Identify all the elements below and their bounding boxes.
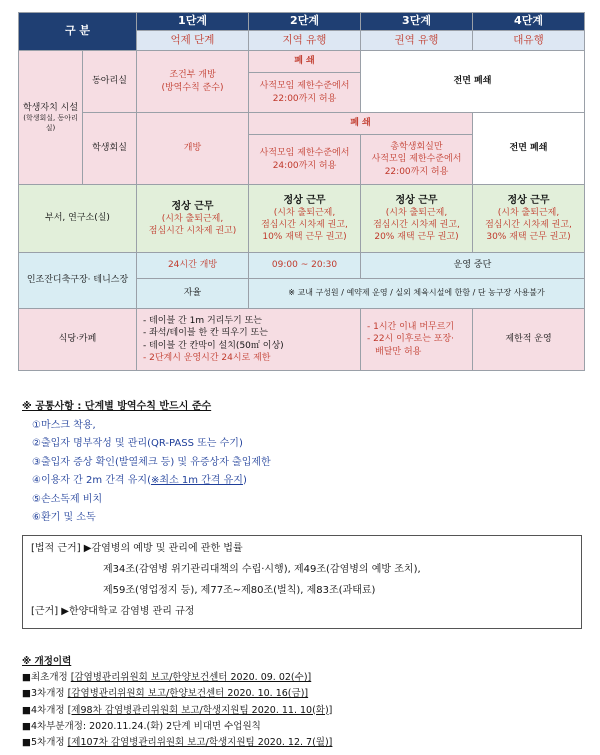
note-item-6: ⑥환기 및 소독: [32, 512, 96, 523]
note-item-1: ①마스크 착용,: [32, 419, 96, 431]
office-s4-line1: (시차 출퇴근제,: [497, 208, 560, 219]
office-stage-3: [361, 185, 473, 253]
council-s3-line1: 총학생회실만: [390, 142, 443, 153]
header-stage-2: 2단계: [249, 13, 361, 31]
legal-basis-box: [22, 535, 582, 629]
office-s4-line2: 점심시간 시차제 권고,: [485, 220, 572, 231]
cafeteria-label: 식당·카페: [19, 309, 137, 371]
club-s1-line2: (방역수칙 준수): [161, 82, 224, 93]
revision-item-3: [22, 703, 332, 719]
office-s4-title: 정상 근무: [507, 194, 550, 206]
notes-title-text: ※ 공통사항 : 단계별 방역수칙 반드시 준수: [22, 401, 212, 412]
stage-4-name: 대유행: [473, 31, 585, 51]
header-stage-4: 4단계: [473, 13, 585, 31]
council-s3-line2: 사적모임 제한수준에서: [371, 154, 462, 165]
field-note: ※ 교내 구성원 / 예약제 운영 / 실외 체육시설에 한함 / 단 농구장 사용불가: [249, 279, 585, 309]
office-stage-4: [473, 185, 585, 253]
stage-3-name: 권역 유행: [361, 31, 473, 51]
revision-item-2: [22, 686, 332, 702]
club-stage-34: 전면 폐쇄: [361, 51, 585, 113]
council-stage-1: 개방: [137, 113, 249, 185]
law-line-4: [근거] ▶한양대학교 감염병 관리 규정: [31, 606, 195, 617]
stage-1-name: 억제 단계: [137, 31, 249, 51]
cafeteria-s12-line3: - 테이블 간 칸막이 설치(50㎡ 이상): [143, 340, 284, 351]
field-autonomy: 자율: [137, 279, 249, 309]
council-s3-line3: 22:00까지 허용: [384, 166, 449, 177]
notes-title: [22, 398, 271, 417]
student-facilities-note: (학생회실, 동아리실): [23, 114, 78, 132]
cafeteria-s12-line1: - 테이블 간 1m 거리두기 또는: [143, 316, 262, 327]
revision-item-4-label: ■4차부분개정:: [22, 720, 87, 732]
revision-title: [22, 654, 332, 670]
cafeteria-stage-3: [361, 309, 473, 371]
revision-item-5: [22, 735, 332, 751]
note-item-4-suffix: ): [242, 475, 247, 486]
club-room-label: 동아리실: [83, 51, 137, 113]
field-stage-1: 24시간 개방: [137, 253, 249, 279]
revision-item-1: [22, 670, 332, 686]
cafeteria-s3-line3: 배달만 허용: [375, 346, 422, 357]
note-item-2: ②출입자 명부작성 및 관리(QR-PASS 또는 수기): [32, 438, 243, 449]
club-stage-2-detail: [249, 73, 361, 113]
office-s3-line1: (시차 출퇴근제,: [385, 208, 448, 219]
office-s2-line1: (시차 출퇴근제,: [273, 208, 336, 219]
council-s2-line2: 24:00까지 허용: [272, 160, 337, 171]
club-s2-line2: 22:00까지 허용: [272, 93, 337, 104]
council-room-label: 학생회실: [83, 113, 137, 185]
note-item-4-underlined: ※최소 1m 간격 유지: [150, 475, 243, 486]
office-s4-line3: 30% 재택 근무 권고): [486, 232, 571, 243]
cafeteria-s12-line4: - 2단계시 운영시간 24시로 제한: [143, 352, 271, 363]
student-facilities-label: [19, 51, 83, 185]
distancing-stage-table: [18, 12, 585, 371]
cafeteria-s12-line2: - 좌석/테이블 한 칸 띄우기 또는: [143, 328, 268, 339]
club-s2-line1: 사적모임 제한수준에서: [259, 81, 350, 92]
council-stage-3-detail: [361, 135, 473, 185]
revision-item-3-detail: [제98차 감염병관리위원회 보고/학생지원팀 2020. 11. 10(화)]: [67, 704, 333, 716]
revision-item-4-detail: 2020.11.24.(화) 2단계 비대면 수업원칙: [89, 720, 261, 732]
header-stage-3: 3단계: [361, 13, 473, 31]
office-s1-line2: 점심시간 시차제 권고): [148, 226, 237, 237]
revision-title-text: ※ 개정이력: [22, 656, 72, 667]
office-s3-title: 정상 근무: [395, 194, 438, 206]
office-s3-line2: 점심시간 시차제 권고,: [373, 220, 460, 231]
header-stage-1: 1단계: [137, 13, 249, 31]
revision-item-5-detail: [제107차 감염병관리위원회 보고/학생지원팀 2020. 12. 7(월)]: [67, 737, 333, 749]
council-s2-line1: 사적모임 제한수준에서: [259, 148, 350, 159]
office-stage-2: [249, 185, 361, 253]
revision-item-3-label: ■4차개정: [22, 704, 65, 716]
header-category: 구 분: [19, 13, 137, 51]
revision-item-5-label: ■5차개정: [22, 737, 65, 749]
revision-item-4: [22, 719, 332, 735]
revision-item-2-detail: [감염병관리위원회 보고/한양보건센터 2020. 10. 16(금)]: [67, 688, 309, 700]
field-stage-34: 운영 중단: [361, 253, 585, 279]
note-item-4: [22, 472, 271, 491]
note-item-5: ⑤손소독제 비치: [32, 493, 103, 505]
revision-item-1-label: ■최초개정: [22, 672, 68, 684]
law-line-2: 제34조(감염병 위기관리대책의 수립·시행), 제49조(감염병의 예방 조치),: [103, 564, 421, 575]
cafeteria-stage-12: [137, 309, 361, 371]
office-s2-line2: 점심시간 시차제 권고,: [261, 220, 348, 231]
field-label: 인조잔디축구장· 테니스장: [19, 253, 137, 309]
office-s1-line1: (시차 출퇴근제,: [161, 214, 224, 225]
council-stage-4: 전면 폐쇄: [473, 113, 585, 185]
office-stage-1: [137, 185, 249, 253]
law-line-3: 제59조(영업정지 등), 제77조~제80조(벌칙), 제83조(과태료): [103, 585, 376, 596]
cafeteria-s3-line1: - 1시간 이내 머무르기: [367, 322, 455, 333]
common-notes: [22, 398, 271, 528]
note-item-4-prefix: ④이용자 간 2m 간격 유지(: [32, 475, 151, 486]
cafeteria-s3-line2: - 22시 이후로는 포장·: [367, 334, 455, 345]
club-stage-1: [137, 51, 249, 113]
office-s3-line3: 20% 재택 근무 권고): [374, 232, 459, 243]
council-stage-2-detail: [249, 135, 361, 185]
law-line-1: [법적 근거] ▶감염병의 예방 및 관리에 관한 법률: [31, 543, 243, 554]
office-s1-title: 정상 근무: [171, 200, 214, 212]
student-facilities-title: 학생자치 시설: [22, 102, 79, 113]
club-s1-line1: 조건부 개방: [169, 70, 216, 81]
office-s2-line3: 10% 재택 근무 권고): [262, 232, 347, 243]
club-stage-2-title: 폐 쇄: [249, 51, 361, 73]
revision-history: [22, 654, 332, 751]
revision-item-2-label: ■3차개정: [22, 688, 65, 700]
council-stage-23-title: 폐 쇄: [249, 113, 473, 135]
stage-2-name: 지역 유행: [249, 31, 361, 51]
cafeteria-stage-4: 제한적 운영: [473, 309, 585, 371]
field-stage-2: 09:00 ~ 20:30: [249, 253, 361, 279]
revision-item-1-detail: [감염병관리위원회 보고/한양보건센터 2020. 09. 02(수)]: [70, 672, 312, 684]
note-item-3: ③출입자 증상 확인(발열체크 등) 및 유증상자 출입제한: [32, 456, 271, 468]
office-s2-title: 정상 근무: [283, 194, 326, 206]
office-label: 부서, 연구소(실): [19, 185, 137, 253]
